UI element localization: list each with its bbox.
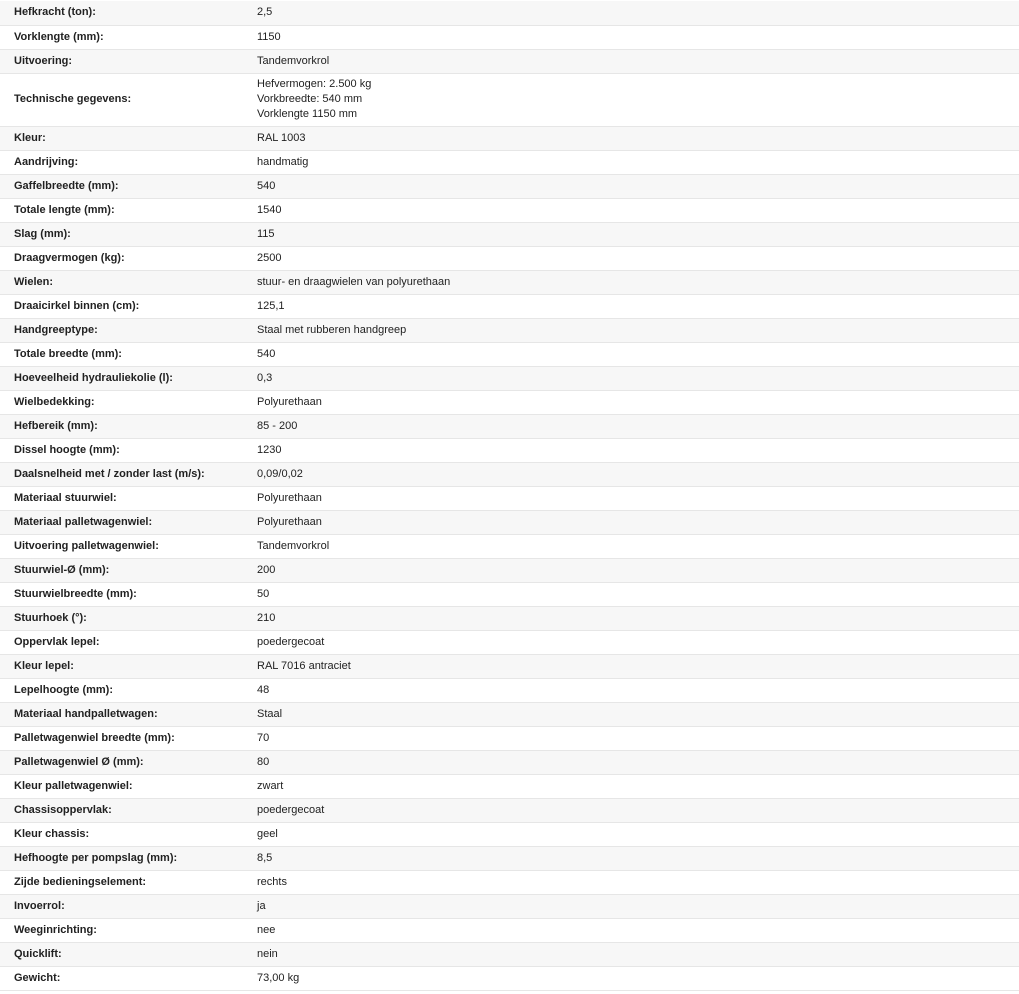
spec-value: 85 - 200: [257, 419, 298, 432]
spec-label: Technische gegevens:: [14, 93, 132, 105]
spec-row: [0, 966, 1019, 990]
spec-value: 2,5: [257, 6, 273, 19]
spec-label: Kleur lepel:: [14, 659, 74, 672]
spec-value: 8,5: [257, 851, 273, 864]
spec-row: [0, 126, 1019, 150]
spec-value: Tandemvorkrol: [257, 539, 330, 552]
spec-label: Hoeveelheid hydrauliekolie (l):: [14, 371, 173, 384]
spec-label: Materiaal handpalletwagen:: [14, 707, 158, 720]
spec-value: 125,1: [257, 299, 285, 312]
spec-value: 48: [257, 683, 270, 696]
specifications-body: [0, 1, 1019, 990]
spec-value: Staal: [257, 707, 283, 720]
spec-label: Stuurhoek (°):: [14, 611, 87, 624]
spec-label: Palletwagenwiel Ø (mm):: [14, 755, 144, 768]
spec-value: 115: [257, 227, 275, 240]
spec-value: 540: [257, 347, 276, 360]
spec-row: [0, 774, 1019, 798]
spec-label: Weeginrichting:: [14, 923, 97, 936]
spec-row: [0, 702, 1019, 726]
spec-row: [0, 246, 1019, 270]
spec-label: Wielbedekking:: [14, 395, 95, 408]
spec-row: [0, 438, 1019, 462]
spec-value: [244, 73, 1019, 126]
spec-row: [0, 630, 1019, 654]
spec-value: 50: [257, 587, 270, 600]
spec-row: [0, 894, 1019, 918]
spec-row: [0, 198, 1019, 222]
spec-label: Invoerrol:: [14, 899, 65, 912]
spec-value: 1150: [257, 30, 281, 43]
spec-value: 73,00 kg: [257, 971, 300, 984]
spec-value: 2500: [257, 251, 282, 264]
spec-value: Staal met rubberen handgreep: [257, 323, 407, 336]
spec-label: Wielen:: [14, 275, 54, 288]
spec-label: Totale breedte (mm):: [14, 347, 122, 360]
spec-value: 0,3: [257, 371, 273, 384]
spec-value: zwart: [257, 779, 284, 792]
spec-row: [0, 1, 1019, 25]
spec-row: [0, 534, 1019, 558]
spec-label: Draaicirkel binnen (cm):: [14, 299, 140, 312]
spec-label: Materiaal stuurwiel:: [14, 491, 117, 504]
spec-row: [0, 462, 1019, 486]
spec-value: 70: [257, 731, 270, 744]
spec-value: nein: [257, 947, 278, 960]
spec-value: 80: [257, 755, 270, 768]
spec-label: Kleur palletwagenwiel:: [14, 779, 133, 792]
spec-value-line: Vorklengte 1150 mm: [257, 108, 358, 120]
spec-value: nee: [257, 923, 276, 936]
spec-row: [0, 73, 1019, 126]
spec-row: [0, 486, 1019, 510]
spec-label: Kleur chassis:: [14, 827, 90, 840]
spec-row: [0, 342, 1019, 366]
spec-label: Uitvoering palletwagenwiel:: [14, 539, 159, 552]
spec-row: [0, 750, 1019, 774]
spec-value-line: Vorkbreedte: 540 mm: [257, 93, 363, 105]
spec-row: [0, 150, 1019, 174]
spec-row: [0, 582, 1019, 606]
spec-value: 1230: [257, 443, 282, 456]
spec-label: Palletwagenwiel breedte (mm):: [14, 731, 175, 744]
spec-row: [0, 798, 1019, 822]
specifications-table: [0, 1, 1019, 991]
spec-label: Gewicht:: [14, 971, 61, 984]
spec-value: 1540: [257, 203, 282, 216]
spec-value: 200: [257, 563, 276, 576]
spec-row: [0, 510, 1019, 534]
spec-row: [0, 870, 1019, 894]
spec-value: handmatig: [257, 155, 309, 168]
spec-label: Zijde bedieningselement:: [14, 875, 147, 888]
spec-row: [0, 822, 1019, 846]
spec-row: [0, 654, 1019, 678]
spec-value: 0,09/0,02: [257, 467, 303, 480]
spec-label: Handgreeptype:: [14, 323, 98, 336]
spec-row: [0, 222, 1019, 246]
spec-value: 540: [257, 179, 276, 192]
spec-value: geel: [257, 827, 278, 840]
spec-row: [0, 390, 1019, 414]
spec-value: Polyurethaan: [257, 395, 322, 408]
spec-label: Vorklengte (mm):: [14, 30, 104, 43]
spec-label: Kleur:: [14, 131, 46, 144]
spec-value: rechts: [257, 875, 287, 888]
spec-row: [0, 414, 1019, 438]
spec-row: [0, 25, 1019, 49]
spec-label: Daalsnelheid met / zonder last (m/s):: [14, 467, 205, 480]
spec-row: [0, 918, 1019, 942]
spec-row: [0, 678, 1019, 702]
spec-row: [0, 726, 1019, 750]
spec-label: Lepelhoogte (mm):: [14, 683, 113, 696]
spec-row: [0, 606, 1019, 630]
spec-row: [0, 174, 1019, 198]
spec-row: [0, 49, 1019, 73]
spec-label: Chassisoppervlak:: [14, 803, 112, 816]
spec-row: [0, 366, 1019, 390]
spec-value: Tandemvorkrol: [257, 54, 330, 67]
spec-row: [0, 294, 1019, 318]
spec-label: Materiaal palletwagenwiel:: [14, 515, 153, 528]
spec-value: 210: [257, 611, 276, 624]
spec-row: [0, 318, 1019, 342]
spec-label: Oppervlak lepel:: [14, 635, 100, 648]
spec-value: Polyurethaan: [257, 491, 322, 504]
spec-label: Hefkracht (ton):: [14, 6, 96, 19]
spec-row: [0, 558, 1019, 582]
spec-row: [0, 846, 1019, 870]
spec-label: Gaffelbreedte (mm):: [14, 179, 119, 192]
spec-label: Aandrijving:: [14, 155, 79, 168]
spec-value: poedergecoat: [257, 803, 325, 816]
spec-label: Hefhoogte per pompslag (mm):: [14, 851, 178, 864]
spec-label: Totale lengte (mm):: [14, 203, 115, 216]
spec-value: poedergecoat: [257, 635, 325, 648]
spec-value: Polyurethaan: [257, 515, 322, 528]
spec-value: stuur- en draagwielen van polyurethaan: [257, 275, 451, 288]
spec-label: Draagvermogen (kg):: [14, 251, 125, 264]
spec-value-line: Hefvermogen: 2.500 kg: [257, 78, 372, 90]
spec-value: ja: [257, 899, 266, 912]
spec-value: RAL 1003: [257, 131, 306, 144]
spec-row: [0, 942, 1019, 966]
spec-label: Dissel hoogte (mm):: [14, 443, 120, 456]
spec-label: Hefbereik (mm):: [14, 419, 98, 432]
spec-label: Quicklift:: [14, 947, 62, 960]
spec-value: RAL 7016 antraciet: [257, 659, 351, 672]
spec-label: Uitvoering:: [14, 54, 73, 67]
spec-label: Stuurwiel-Ø (mm):: [14, 563, 110, 576]
spec-label: Stuurwielbreedte (mm):: [14, 587, 137, 600]
spec-label: Slag (mm):: [14, 227, 71, 240]
spec-row: [0, 270, 1019, 294]
